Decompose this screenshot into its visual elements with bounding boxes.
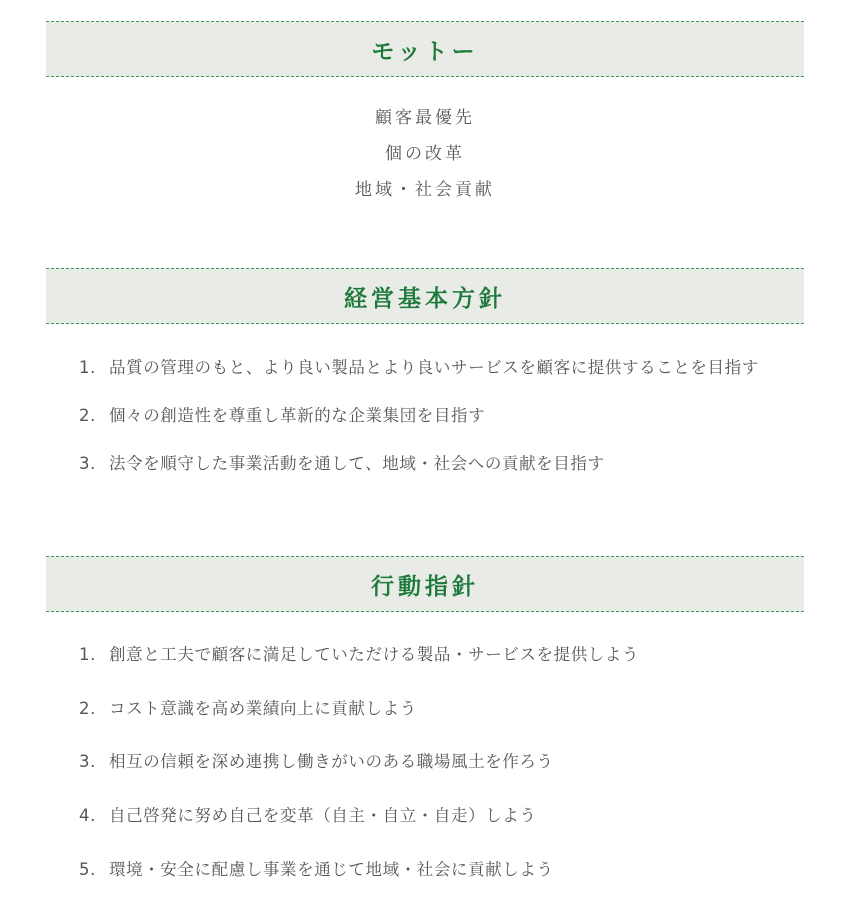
philosophy-item <box>76 344 816 392</box>
item-text: 法令を順守した事業活動を通して、地域・社会への貢献を目指す <box>109 454 605 473</box>
motto-title: モットー <box>371 38 479 65</box>
item-text: 個々の創造性を尊重し革新的な企業集団を目指す <box>109 406 486 425</box>
conduct-list <box>76 628 816 896</box>
motto-item: 顧客最優先 <box>375 108 475 128</box>
philosophy-header <box>46 268 804 324</box>
item-text: 創意と工夫で顧客に満足していただける製品・サービスを提供しよう <box>109 645 640 664</box>
conduct-item <box>76 628 816 682</box>
philosophy-item <box>76 440 816 488</box>
item-text: 品質の管理のもと、より良い製品とより良いサービスを顧客に提供することを目指す <box>109 358 759 377</box>
conduct-item <box>76 735 816 789</box>
conduct-title: 行動指針 <box>371 573 479 600</box>
philosophy-title: 経営基本方針 <box>344 285 506 312</box>
philosophy-item <box>76 392 816 440</box>
item-number: 4. <box>79 806 96 826</box>
motto-list <box>46 100 804 208</box>
motto-item: 個の改革 <box>385 144 465 164</box>
conduct-item <box>76 843 816 897</box>
item-text: 相互の信頼を深め連携し働きがいのある職場風土を作ろう <box>109 752 554 772</box>
philosophy-list <box>76 344 816 488</box>
conduct-header <box>46 556 804 612</box>
item-text: コスト意識を高め業績向上に貢献しよう <box>109 698 417 718</box>
conduct-item <box>76 789 816 843</box>
conduct-item <box>76 682 816 736</box>
motto-header <box>46 21 804 77</box>
item-number: 1. <box>79 645 96 664</box>
item-number: 1. <box>79 358 96 377</box>
item-number: 2. <box>79 406 96 425</box>
item-text: 環境・安全に配慮し事業を通じて地域・社会に貢献しよう <box>109 859 554 879</box>
item-number: 3. <box>79 454 96 473</box>
item-number: 5. <box>79 859 96 879</box>
item-number: 3. <box>79 752 96 772</box>
item-text: 自己啓発に努め自己を変革（自主・自立・自走）しよう <box>109 806 537 826</box>
motto-item: 地域・社会貢献 <box>355 180 495 200</box>
item-number: 2. <box>79 698 96 718</box>
